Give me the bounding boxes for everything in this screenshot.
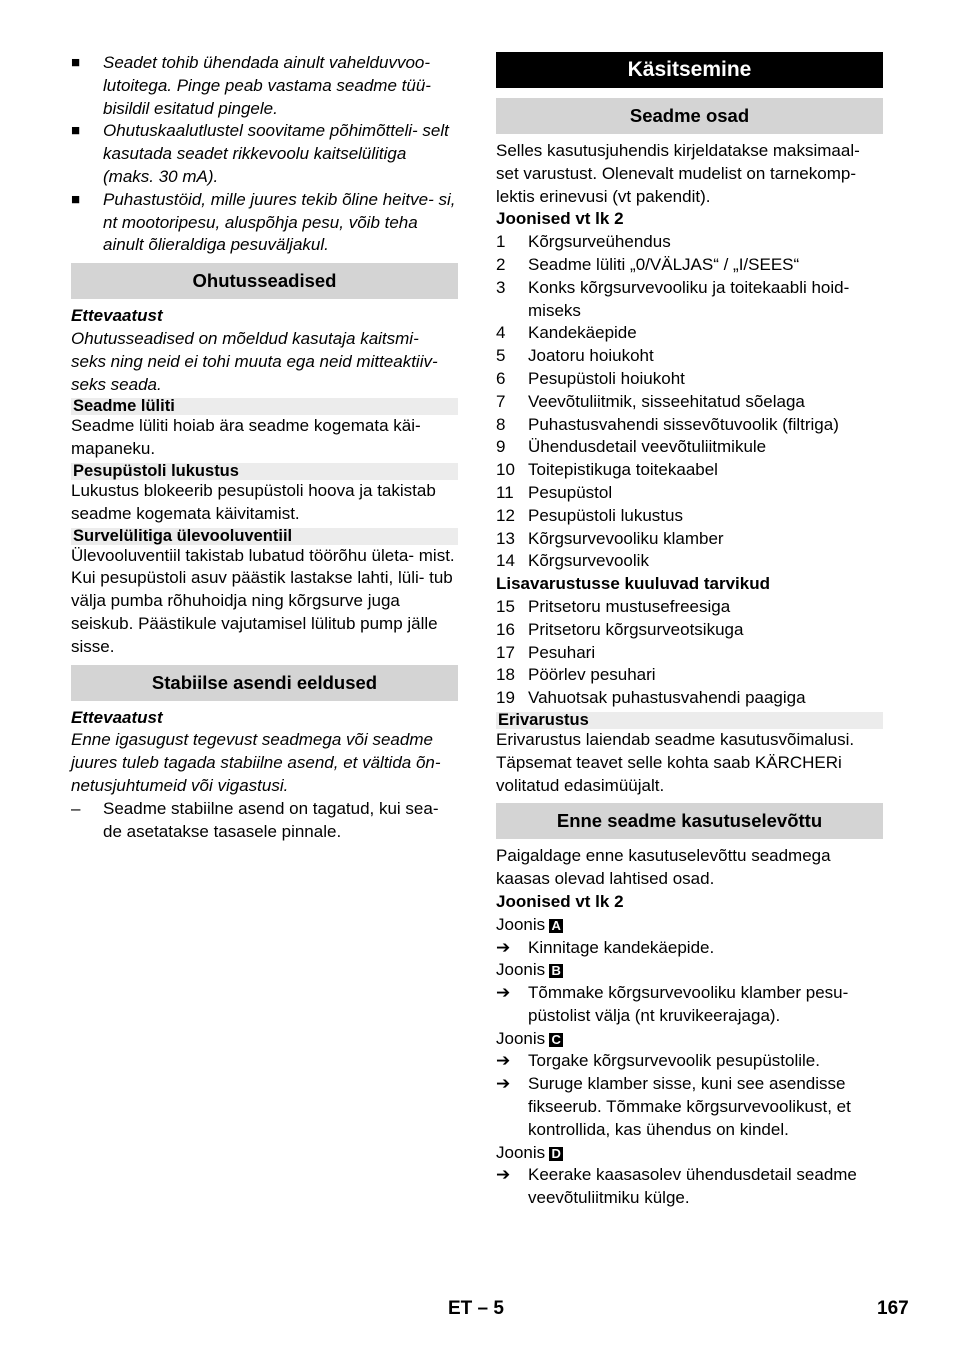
parts-list (496, 231, 883, 573)
item-text: Kõrgsurvevooliku klamber (528, 528, 724, 548)
right-column (496, 52, 883, 1210)
accessories-list (496, 596, 883, 710)
step-text: Kinnitage kandekäepide. (528, 937, 715, 957)
instruction-step (496, 1164, 883, 1210)
item-text: Puhastusvahendi sissevõtuvoolik (filtriga) (528, 414, 839, 434)
arrow-right-icon: ➔ (496, 937, 511, 957)
step-text: Tõmmake kõrgsurvevooliku klamber pesu- püstolist välja (nt kruvikeerajaga). (528, 983, 849, 1025)
instruction-step (496, 1050, 883, 1073)
numbered-item (496, 482, 883, 505)
numbered-item (496, 345, 883, 368)
item-number: 4 (496, 323, 506, 343)
caution-text: Enne igasugust tegevust seadmega või seadme juures tuleb tagada stabiilne asend, et vältida õn- netusjuhtumeid või vigastusi. (71, 730, 441, 795)
section-heading-safety: Ohutusseadised (71, 263, 458, 299)
figure-letter-box: D (549, 1147, 563, 1161)
section-heading-before-use: Enne seadme kasutuselevõttu (496, 803, 883, 839)
item-text: Ühendusdetail veevõtuliitmikule (528, 437, 767, 457)
before-use-intro: Paigaldage enne kasutuselevõttu seadmega kaasas olevad lahtised osad. (496, 846, 831, 889)
numbered-item (496, 664, 883, 687)
footer-section: ET – 5 (448, 1298, 504, 1319)
numbered-item (496, 505, 883, 528)
item-text: Toitepistikuga toitekaabel (528, 460, 718, 480)
caution-text: Ohutusseadised on mõeldud kasutaja kaitsmi- seks ning neid ei tohi muuta ega neid mitteaktiiv- seks seada. (71, 328, 438, 394)
numbered-item (496, 231, 883, 254)
dash-text: Seadme stabiilne asend on tagatud, kui sea- de asetatakse tasasele pinnale. (103, 798, 439, 841)
numbered-item (496, 391, 883, 414)
bullet-item (71, 52, 458, 120)
overflow-valve-text: Ülevooluventiil takistab lubatud töörõhu ületa- mist. (71, 545, 455, 565)
item-text: Pesupüstoli hoiukoht (528, 368, 685, 388)
numbered-item (496, 550, 883, 573)
instruction-step (496, 982, 883, 1028)
item-text: Kõrgsurvevoolik (528, 551, 649, 571)
item-number: 5 (496, 346, 506, 366)
instruction-step (496, 937, 883, 960)
special-equipment-text: Erivarustus laiendab seadme kasutusvõimalusi. Täpsemat teavet selle kohta saab KÄRCHERi volitatud edasimüüjalt. (496, 729, 855, 795)
left-column (71, 52, 458, 843)
item-number: 6 (496, 368, 506, 388)
numbered-item (496, 436, 883, 459)
item-text: Pesuhari (528, 642, 596, 662)
arrow-right-icon: ➔ (496, 1165, 511, 1185)
bullet-item (71, 120, 458, 188)
numbered-item (496, 368, 883, 391)
bullet-text: Puhastustöid, mille juures tekib õline heitve- si, nt mootoripesu, aluspõhja pesu, võib teha ainult õlieraldiga pesuväljakul. (103, 189, 456, 255)
page-number: 167 (877, 1298, 909, 1319)
numbered-item (496, 322, 883, 345)
figure-word: Joonis (496, 914, 546, 934)
figure-letter-box: A (549, 919, 563, 933)
square-bullet-icon (71, 189, 103, 257)
figures-reference: Joonised vt lk 2 (496, 891, 624, 911)
numbered-item (496, 687, 883, 710)
numbered-item (496, 596, 883, 619)
item-text: Vahuotsak puhastusvahendi paagiga (528, 688, 806, 708)
switch-text: Seadme lüliti hoiab ära seadme kogemata käi- mapaneku. (71, 416, 421, 459)
numbered-item (496, 459, 883, 482)
item-text: Pesupüstoli lukustus (528, 505, 683, 525)
arrow-right-icon: ➔ (496, 1051, 511, 1071)
item-number: 17 (496, 642, 515, 662)
item-number: 12 (496, 505, 515, 525)
figure-label (496, 1142, 883, 1165)
figure-word: Joonis (496, 960, 546, 980)
bullet-text: Seadet tohib ühendada ainult vahelduvvoo- lutoitega. Pinge peab vastama seadme tüü- bisildil esitatud pingele. (103, 53, 431, 118)
numbered-item (496, 619, 883, 642)
bullet-item (71, 189, 458, 257)
subheading-overflow-valve: Survelülitiga ülevooluventiil (71, 528, 458, 545)
numbered-item (496, 254, 883, 277)
item-number: 3 (496, 277, 506, 297)
dash-mark: – (71, 798, 81, 818)
accessories-heading: Lisavarustusse kuuluvad tarvikud (496, 574, 770, 594)
item-number: 8 (496, 414, 506, 434)
step-text: Keerake kaasasolev ühendusdetail seadme veevõtuliitmiku külge. (528, 1165, 857, 1208)
arrow-right-icon: ➔ (496, 1074, 511, 1094)
figure-steps (496, 914, 883, 1210)
section-heading-parts: Seadme osad (496, 98, 883, 134)
figure-letter-box: C (549, 1033, 563, 1047)
item-number: 16 (496, 619, 515, 639)
step-text: Torgake kõrgsurvevoolik pesupüstolile. (528, 1051, 820, 1071)
parts-intro: Selles kasutusjuhendis kirjeldatakse maksimaal- set varustust. Olenevalt mudelist on tarnekomp- lektis erinevusi (vt pakendit). (496, 141, 860, 206)
item-number: 13 (496, 528, 515, 548)
figure-word: Joonis (496, 1142, 546, 1162)
caution-label: Ettevaatust (71, 707, 163, 727)
section-heading-stability: Stabiilse asendi eeldused (71, 665, 458, 701)
numbered-item (496, 642, 883, 665)
figure-word: Joonis (496, 1028, 546, 1048)
figure-label (496, 959, 883, 982)
item-number: 14 (496, 551, 515, 571)
item-text: Joatoru hoiukoht (528, 346, 654, 366)
dash-item (71, 798, 458, 844)
overflow-valve-text: Kui pesupüstoli asuv päästik lastakse lahti, lüli- tub välja pumba rõhuhoidja ning kõrgsurve juga seiskub. Päästikule vajutamisel lülitub pump jälle sisse. (71, 568, 453, 656)
square-bullet-icon (71, 52, 103, 120)
instruction-step (496, 1073, 883, 1141)
main-heading: Käsitsemine (496, 52, 883, 88)
item-text: Kandekäepide (528, 323, 637, 343)
item-number: 10 (496, 460, 515, 480)
bullet-text: Ohutuskaalutlustel soovitame põhimõtteli- selt kasutada seadet rikkevoolu kaitselülitiga (maks. 30 mA). (103, 121, 449, 186)
gun-lock-text: Lukustus blokeerib pesupüstoli hoova ja takistab seadme kogemata käivitamist. (71, 480, 436, 523)
item-text: Konks kõrgsurvevooliku ja toitekaabli hoid- miseks (528, 277, 850, 320)
item-text: Veevõtuliitmik, sisseehitatud sõelaga (528, 391, 805, 411)
numbered-item (496, 414, 883, 437)
figure-label (496, 914, 883, 937)
figure-label (496, 1028, 883, 1051)
square-bullet-icon (71, 120, 103, 188)
item-number: 11 (496, 482, 514, 502)
item-text: Pritsetoru kõrgsurveotsikuga (528, 619, 744, 639)
figures-reference: Joonised vt lk 2 (496, 209, 624, 229)
item-text: Pesupüstol (528, 482, 613, 502)
item-text: Pöörlev pesuhari (528, 665, 656, 685)
numbered-item (496, 277, 883, 323)
figure-letter-box: B (549, 964, 563, 978)
item-number: 19 (496, 688, 515, 708)
step-text: Suruge klamber sisse, kuni see asendisse fikseerub. Tõmmake kõrgsurvevoolikust, et kontrollida, kas ühendus on kindel. (528, 1074, 851, 1139)
subheading-gun-lock: Pesupüstoli lukustus (71, 463, 458, 480)
item-number: 7 (496, 391, 506, 411)
item-number: 1 (496, 232, 506, 252)
arrow-right-icon: ➔ (496, 983, 511, 1003)
item-number: 18 (496, 665, 515, 685)
subheading-switch: Seadme lüliti (71, 398, 458, 415)
subheading-special-equipment: Erivarustus (496, 712, 883, 729)
numbered-item (496, 528, 883, 551)
caution-label: Ettevaatust (71, 306, 163, 326)
item-number: 2 (496, 254, 506, 274)
item-text: Pritsetoru mustusefreesiga (528, 596, 731, 616)
item-text: Kõrgsurveühendus (528, 232, 671, 252)
item-number: 15 (496, 596, 515, 616)
item-number: 9 (496, 437, 506, 457)
item-text: Seadme lüliti „0/VÄLJAS“ / „I/SEES“ (528, 254, 800, 274)
